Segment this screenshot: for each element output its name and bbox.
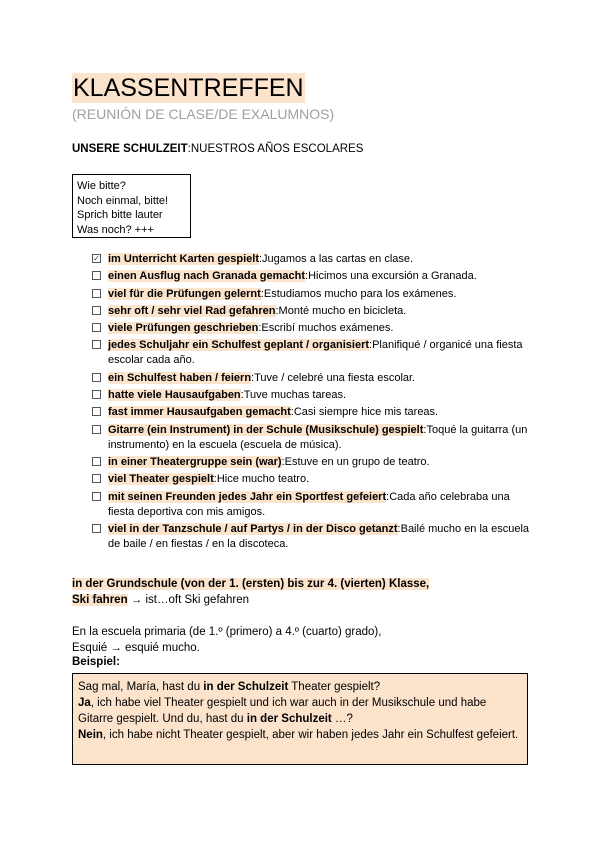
checkbox-icon[interactable] xyxy=(92,474,101,483)
grammar-line-2: → ist…oft Ski gefahren xyxy=(127,594,250,606)
section-heading-german: UNSERE SCHULZEIT xyxy=(72,143,188,155)
checkbox-icon[interactable] xyxy=(92,425,101,434)
checklist-item xyxy=(90,338,530,368)
checklist-item-spanish: :Cada año celebraba una fiesta deportiva con mis amigos. xyxy=(108,490,510,518)
checklist-item-german: viel für die Prüfungen gelernt xyxy=(108,287,261,300)
dialogue-answer-no: Nein, ich habe nicht Theater gespielt, aber wir haben jedes Jahr ein Schulfest gefeiert. xyxy=(78,729,519,741)
checklist-item xyxy=(90,304,530,319)
checklist-item-spanish: :Estudiamos mucho para los exámenes. xyxy=(260,287,457,300)
phrase-item: Sprich bitte lauter xyxy=(77,209,163,221)
activity-checklist xyxy=(90,252,530,554)
checkbox-icon[interactable] xyxy=(92,373,101,382)
grammar-note xyxy=(72,576,532,608)
checkbox-icon[interactable] xyxy=(92,340,101,349)
checklist-item-german: viel in der Tanzschule / auf Partys / in der Disco getanzt xyxy=(108,522,398,535)
checkbox-icon[interactable] xyxy=(92,271,101,280)
checklist-item-spanish: :Jugamos a las cartas en clase. xyxy=(258,253,414,265)
checkbox-icon[interactable] xyxy=(92,524,101,533)
checklist-item-german: im Unterricht Karten gespielt xyxy=(108,253,259,265)
checklist-item-spanish: :Monté mucho en bicicleta. xyxy=(275,304,407,317)
checklist-item-german: mit seinen Freunden jedes Jahr ein Sportfest gefeiert xyxy=(108,490,387,503)
checklist-item xyxy=(90,472,530,487)
checklist-item-german: Gitarre (ein Instrument) in der Schule (Musikschule) gespielt xyxy=(108,423,424,436)
checkbox-icon[interactable] xyxy=(92,306,101,315)
checklist-item xyxy=(90,522,530,552)
dialogue-question: Sag mal, María, hast du in der Schulzeit Theater gespielt? xyxy=(78,681,381,693)
checklist-item-german: hatte viele Hausaufgaben xyxy=(108,389,241,402)
checkbox-icon[interactable] xyxy=(92,289,101,298)
section-heading xyxy=(72,143,363,155)
useful-phrases-box xyxy=(72,174,191,238)
translation-line-1: En la escuela primaria (de 1.º (primero) a 4.º (cuarto) grado), xyxy=(72,626,382,638)
checklist-item-spanish: :Hicimos una excursión a Granada. xyxy=(305,270,477,283)
checklist-item xyxy=(90,455,530,470)
section-heading-translation: :NUESTROS AÑOS ESCOLARES xyxy=(187,143,364,155)
checkbox-icon[interactable] xyxy=(92,390,101,399)
checklist-item xyxy=(90,269,530,284)
checklist-item xyxy=(90,321,530,336)
checklist-item-spanish: :Casi siempre hice mis tareas. xyxy=(290,406,439,419)
checklist-item-german: in einer Theatergruppe sein (war) xyxy=(108,455,282,468)
checklist-item xyxy=(90,287,530,302)
checklist-item-spanish: :Hice mucho teatro. xyxy=(213,473,310,486)
page-title: KLASSENTREFFEN xyxy=(73,74,304,102)
translation-line-2: Esquié → esquié mucho. xyxy=(72,642,200,654)
dialogue-answer-yes: Ja, ich habe viel Theater gespielt und ich war auch in der Musikschule und habe Gitarre gespielt. Und du, hast du in der Schulzeit …? xyxy=(78,697,487,725)
checklist-item xyxy=(90,252,530,267)
checklist-item-german: jedes Schuljahr ein Schulfest geplant / organisiert xyxy=(108,339,370,352)
checklist-item-german: viele Prüfungen geschrieben xyxy=(108,322,259,335)
phrase-item: Noch einmal, bitte! xyxy=(77,194,169,207)
phrase-item: Wie bitte? xyxy=(77,180,126,192)
checkbox-icon[interactable] xyxy=(92,407,101,416)
checkbox-icon[interactable] xyxy=(92,457,101,466)
checklist-item-spanish: :Tuve / celebré una fiesta escolar. xyxy=(251,371,416,384)
checkbox-icon[interactable] xyxy=(92,323,101,332)
checklist-item-german: einen Ausflug nach Granada gemacht xyxy=(108,270,306,283)
checklist-item-german: sehr oft / sehr viel Rad gefahren xyxy=(108,304,276,317)
checked-checkbox-icon[interactable]: ✓ xyxy=(93,254,100,263)
example-dialogue-box xyxy=(72,673,528,765)
checklist-item-german: ein Schulfest haben / feiern xyxy=(108,371,252,384)
example-label: Beispiel: xyxy=(72,656,120,668)
checklist-item xyxy=(90,371,530,386)
checklist-item-spanish: :Toqué la guitarra (un instrumento) en la escuela (escuela de música). xyxy=(108,423,528,451)
phrase-item: Was noch? +++ xyxy=(77,223,154,236)
checklist-item xyxy=(90,423,530,453)
checklist-item xyxy=(90,490,530,520)
checkbox-icon[interactable] xyxy=(92,492,101,501)
checklist-item-spanish: :Escribí muchos exámenes. xyxy=(258,322,394,335)
checklist-item-spanish: :Bailé mucho en la escuela de baile / en fiestas / en la discoteca. xyxy=(108,522,530,550)
checklist-item-german: viel Theater gespielt xyxy=(108,473,214,486)
grammar-translation xyxy=(72,624,381,656)
checklist-item xyxy=(90,405,530,420)
checklist-item-spanish: :Tuve muchas tareas. xyxy=(240,389,347,402)
checklist-item-spanish: :Planifiqué / organicé una fiesta escolar cada año. xyxy=(108,339,523,367)
checklist-item xyxy=(90,388,530,403)
grammar-line-1: in der Grundschule (von der 1. (ersten) bis zur 4. (vierten) Klasse, xyxy=(72,578,430,590)
grammar-keyword: Ski fahren xyxy=(72,594,128,606)
checklist-item-spanish: :Estuve en un grupo de teatro. xyxy=(281,455,430,468)
checklist-item-german: fast immer Hausaufgaben gemacht xyxy=(108,406,291,419)
page-subtitle: (REUNIÓN DE CLASE/DE EXALUMNOS) xyxy=(72,106,335,122)
